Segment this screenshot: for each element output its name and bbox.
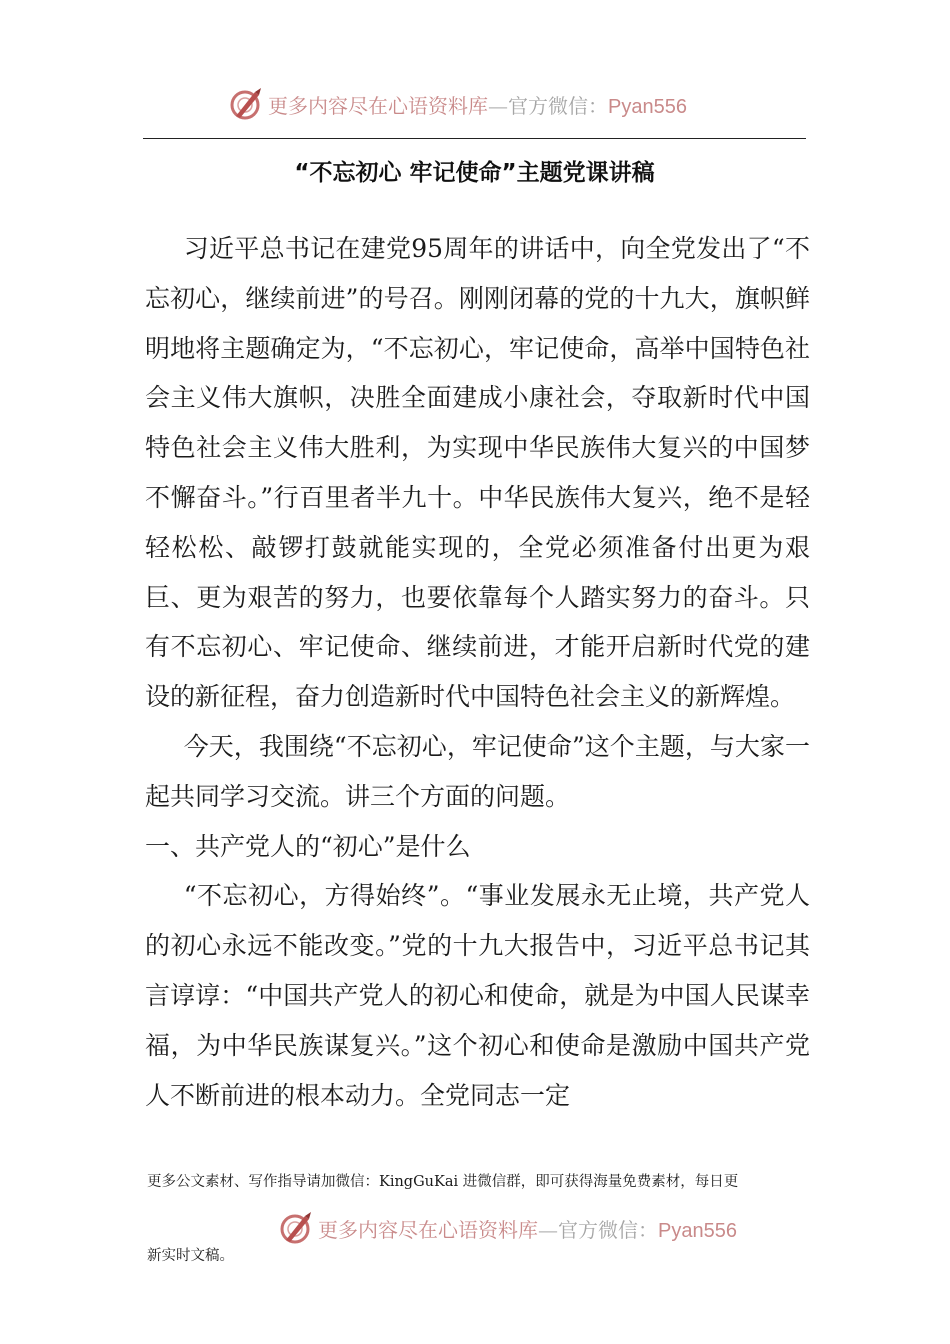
section-heading-1: 一、共产党人的“初心”是什么 — [145, 831, 471, 861]
watermark-text: 更多内容尽在心语资料库—官方微信：Pyan556 — [268, 93, 687, 118]
document-title: “不忘初心 牢记使命”主题党课讲稿 — [294, 160, 655, 186]
paragraph-1: 习近平总书记在建党95周年的讲话中，向全党发出了“不忘初心，继续前进”的号召。刚刚闭幕的党的十九大，旗帜鲜明地将主题确定为，“不忘初心，牢记使命，高举中国特色社会主义伟大旗帜，决胜全面建成小康社会，夺取新时代中国特色社会主义伟大胜利，为实现中华民族伟大复兴的中国梦不懈奋斗。”行百里者半九十。中华民族伟大复兴，绝不是轻轻松松、敲锣打鼓就能实现的，全党必须准备付出更为艰巨、更为艰苦的努力，也要依靠每个人踏实努力的奋斗。只有不忘初心、牢记使命、继续前进，才能开启新时代党的建设的新征程，奋力创造新时代中国特色社会主义的新辉煌。 — [145, 234, 810, 712]
paragraph-3: “不忘初心，方得始终”。“事业发展永无止境，共产党人的初心永远不能改变。”党的十九大报告中，习近平总书记其言谆谆：“中国共产党人的初心和使命，就是为中国人民谋幸福，为中华民族谋复兴。”这个初心和使命是激励中国共产党人不断前进的根本动力。全党同志一定 — [145, 881, 810, 1110]
footer-watermark — [278, 1208, 737, 1248]
header-divider — [143, 138, 806, 139]
watermark-text: 更多内容尽在心语资料库—官方微信：Pyan556 — [318, 1217, 737, 1242]
pen-seal-icon — [228, 86, 264, 122]
header-watermark — [228, 84, 687, 124]
footer-note: 更多公文素材、写作指导请加微信：KingGuKai 进微信群，即可获得海量免费素材，每日更 — [147, 1174, 739, 1190]
paragraph-2: 今天，我围绕“不忘初心，牢记使命”这个主题，与大家一起共同学习交流。讲三个方面的问题。 — [145, 731, 810, 811]
document-body — [145, 224, 810, 1120]
footer-note-continued: 新实时文稿。 — [147, 1248, 234, 1264]
pen-seal-icon — [278, 1210, 314, 1246]
